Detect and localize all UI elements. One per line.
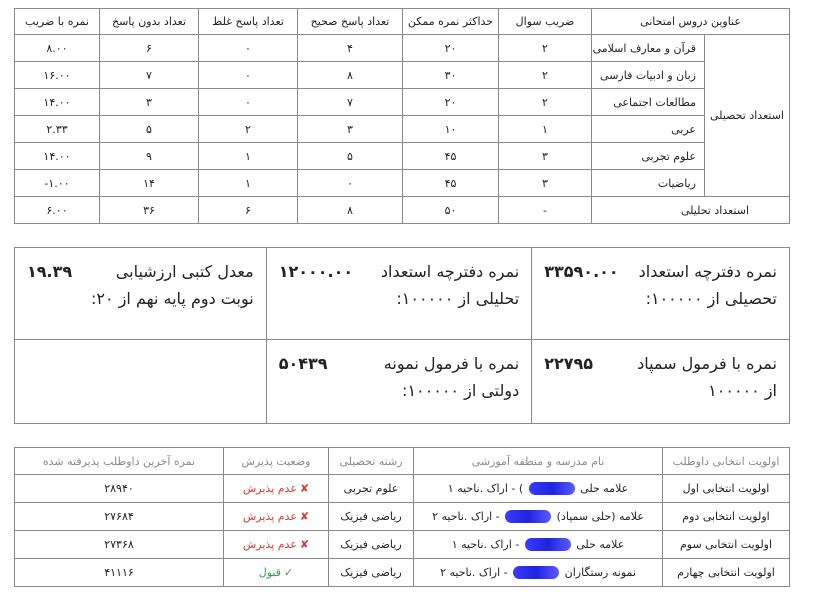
school-region: - اراک .ناحیه ۲ <box>432 509 500 523</box>
sampad-score-label: نمره با فرمول سمپاد از ۱۰۰۰۰۰ <box>637 354 777 400</box>
table-row <box>15 503 790 531</box>
max-cell: ۲۰ <box>403 35 499 62</box>
cross-icon: ✘ <box>299 510 310 523</box>
header-school: نام مدرسه و منطقه آموزشی <box>414 448 663 475</box>
group-label: استعداد تحصیلی <box>705 35 790 197</box>
score-cell: ۸.۰۰ <box>15 35 100 62</box>
max-cell: ۲۰ <box>403 89 499 116</box>
wrong-cell: ۱ <box>199 143 298 170</box>
exam-header-row <box>15 9 790 35</box>
status-cell <box>224 503 329 531</box>
table-row <box>15 559 790 587</box>
school-name: نمونه رستگاران <box>564 565 636 579</box>
score-cell: ۲.۳۳ <box>15 116 100 143</box>
school-name: علامه (حلی سمپاد) <box>556 509 644 523</box>
school-cell <box>414 531 663 559</box>
blank-cell: ۵ <box>100 116 199 143</box>
blank-cell: ۳ <box>100 89 199 116</box>
table-row <box>15 143 790 170</box>
analytic-score-cell <box>266 248 532 340</box>
check-icon: ✓ <box>284 566 294 579</box>
status-label: قبول <box>258 566 282 579</box>
header-correct: تعداد پاسخ صحیح <box>298 9 403 35</box>
wrong-cell: ۲ <box>199 116 298 143</box>
status-label: عدم پذیرش <box>242 538 297 551</box>
exam-scores-table <box>14 8 790 224</box>
score-cell: ۱.۰۰- <box>15 170 100 197</box>
header-status: وضعیت پذیرش <box>224 448 329 475</box>
coef-cell: ۳ <box>499 143 592 170</box>
header-field: رشته تحصیلی <box>329 448 414 475</box>
correct-cell: ۷ <box>298 89 403 116</box>
priority-cell: اولویت انتخابی دوم <box>663 503 790 531</box>
table-row <box>15 35 790 62</box>
coef-cell: ۲ <box>499 35 592 62</box>
table-row <box>15 531 790 559</box>
header-max: حداکثر نمره ممکن <box>403 9 499 35</box>
score-summary-table <box>14 247 790 424</box>
score-cell: ۱۴.۰۰ <box>15 143 100 170</box>
status-cell <box>224 531 329 559</box>
correct-cell: ۸ <box>298 62 403 89</box>
school-region: - اراک .ناحیه ۱ <box>451 537 520 551</box>
gpa-label: معدل کتبی ارزشیابی نوبت دوم پایه نهم از ۲۰: <box>91 262 254 308</box>
nemooneh-score-label: نمره با فرمول نمونه دولتی از ۱۰۰۰۰۰: <box>383 354 520 400</box>
redaction-mark <box>529 482 575 495</box>
priority-cell: اولویت انتخابی سوم <box>663 531 790 559</box>
correct-cell: ۰ <box>298 170 403 197</box>
blank-cell: ۶ <box>100 35 199 62</box>
last-score-cell: ۲۷۶۸۴ <box>15 503 224 531</box>
blank-cell: ۳۶ <box>100 197 199 224</box>
school-cell <box>414 559 663 587</box>
blank-cell: ۷ <box>100 62 199 89</box>
subject-name: مطالعات اجتماعی <box>592 89 705 116</box>
score-cell: ۱۶.۰۰ <box>15 62 100 89</box>
field-cell: ریاضی فیزیک <box>329 559 414 587</box>
status-cell <box>224 559 329 587</box>
coef-cell: ۲ <box>499 89 592 116</box>
priority-cell: اولویت انتخابی چهارم <box>663 559 790 587</box>
max-cell: ۴۵ <box>403 170 499 197</box>
coef-cell: ۲ <box>499 62 592 89</box>
correct-cell: ۸ <box>298 197 403 224</box>
correct-cell: ۵ <box>298 143 403 170</box>
sampad-score-value: ۲۲۷۹۵ <box>544 354 594 373</box>
correct-cell: ۴ <box>298 35 403 62</box>
max-cell: ۴۵ <box>403 143 499 170</box>
max-cell: ۵۰ <box>403 197 499 224</box>
table-row <box>15 89 790 116</box>
subject-name: زبان و ادبیات فارسی <box>592 62 705 89</box>
school-region: - اراک .ناحیه ۲ <box>440 565 508 579</box>
coef-cell: ۳ <box>499 170 592 197</box>
gpa-value: ۱۹.۳۹ <box>27 262 73 281</box>
wrong-cell: ۰ <box>199 89 298 116</box>
table-row <box>15 170 790 197</box>
score-cell: ۶.۰۰ <box>15 197 100 224</box>
header-subjects: عناوین دروس امتحانی <box>592 9 790 35</box>
choices-header-row <box>15 448 790 475</box>
redaction-mark <box>513 566 559 579</box>
analytic-score-value: ۱۲۰۰۰.۰۰ <box>278 262 354 281</box>
school-cell <box>414 503 663 531</box>
header-priority: اولویت انتخابی داوطلب <box>663 448 790 475</box>
header-wrong: تعداد پاسخ غلط <box>199 9 298 35</box>
subject-name: قرآن و معارف اسلامی <box>592 35 705 62</box>
last-score-cell: ۲۸۹۴۰ <box>15 475 224 503</box>
field-cell: ریاضی فیزیک <box>329 503 414 531</box>
school-region: ) - اراک .ناحیه ۱ <box>447 481 524 495</box>
status-label: عدم پذیرش <box>242 482 297 495</box>
status-label: عدم پذیرش <box>242 510 297 523</box>
table-row <box>15 116 790 143</box>
max-cell: ۳۰ <box>403 62 499 89</box>
nemooneh-score-cell <box>266 340 532 424</box>
subject-name: استعداد تحلیلی <box>592 197 790 224</box>
wrong-cell: ۰ <box>199 35 298 62</box>
wrong-cell: ۶ <box>199 197 298 224</box>
header-coef: ضریب سوال <box>499 9 592 35</box>
header-last-score: نمره آخرین داوطلب پذیرفته شده <box>15 448 224 475</box>
subject-name: علوم تجربی <box>592 143 705 170</box>
wrong-cell: ۱ <box>199 170 298 197</box>
redaction-mark <box>505 510 551 523</box>
nemooneh-score-value: ۵۰۴۳۹ <box>278 354 328 373</box>
blank-cell: ۹ <box>100 143 199 170</box>
coef-cell: - <box>499 197 592 224</box>
table-row <box>15 475 790 503</box>
blank-cell: ۱۴ <box>100 170 199 197</box>
last-score-cell: ۲۷۳۶۸ <box>15 531 224 559</box>
field-cell: ریاضی فیزیک <box>329 531 414 559</box>
wrong-cell: ۰ <box>199 62 298 89</box>
subject-name: عربی <box>592 116 705 143</box>
header-blank: تعداد بدون پاسخ <box>100 9 199 35</box>
academic-score-label: نمره دفترچه استعداد تحصیلی از ۱۰۰۰۰۰: <box>638 262 777 308</box>
academic-score-cell <box>532 248 790 340</box>
last-score-cell: ۴۱۱۱۶ <box>15 559 224 587</box>
subject-name: ریاضیات <box>592 170 705 197</box>
cross-icon: ✘ <box>299 482 310 495</box>
redaction-mark <box>525 538 571 551</box>
school-name: علامه حلی <box>576 537 625 551</box>
academic-score-value: ۳۳۵۹۰.۰۰ <box>544 262 619 281</box>
sampad-score-cell <box>532 340 790 424</box>
analytic-score-label: نمره دفترچه استعداد تحلیلی از ۱۰۰۰۰۰: <box>380 262 520 308</box>
field-cell: علوم تجربی <box>329 475 414 503</box>
status-cell <box>224 475 329 503</box>
school-choices-table <box>14 447 790 587</box>
table-row <box>15 62 790 89</box>
table-row-analytic <box>15 197 790 224</box>
school-name: علامه حلی <box>580 481 629 495</box>
priority-cell: اولویت انتخابی اول <box>663 475 790 503</box>
score-cell: ۱۴.۰۰ <box>15 89 100 116</box>
header-score: نمره با ضریب <box>15 9 100 35</box>
correct-cell: ۳ <box>298 116 403 143</box>
school-cell <box>414 475 663 503</box>
coef-cell: ۱ <box>499 116 592 143</box>
empty-cell <box>15 340 267 424</box>
max-cell: ۱۰ <box>403 116 499 143</box>
cross-icon: ✘ <box>299 538 310 551</box>
gpa-cell <box>15 248 267 340</box>
